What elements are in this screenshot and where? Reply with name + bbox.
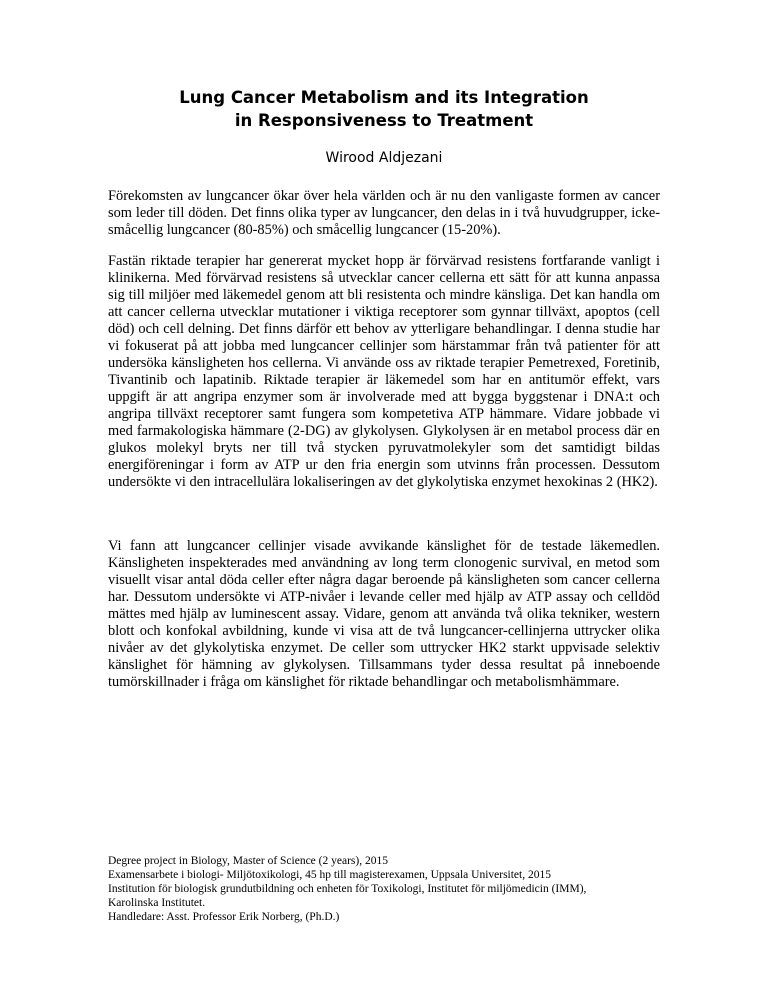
- footer-notes: [108, 854, 668, 924]
- title-line-1: Lung Cancer Metabolism and its Integration: [179, 88, 589, 107]
- footer-degree-line: Degree project in Biology, Master of Science (2 years), 2015: [108, 855, 388, 867]
- author-name: Wirood Aldjezani: [325, 150, 443, 166]
- footer-institution-line: Institution för biologisk grundutbildning och enheten för Toxikologi, Institutet för miljömedicin (IMM),: [108, 883, 587, 895]
- abstract-paragraph-1: Förekomsten av lungcancer ökar över hela världen och är nu den vanligaste formen av cancer som leder till döden. Det finns olika typer av lungcancer, den delas in i två huvudgrupper, icke-småcellig lungcancer (80-85%) och småcellig lungcancer (15-20%).: [108, 188, 660, 238]
- document-title: [0, 86, 768, 132]
- abstract-paragraph-2: Fastän riktade terapier har genererat mycket hopp är förvärvad resistens fortfarande vanligt i klinikerna. Med förvärvad resistens så utvecklar cancer cellerna ett sätt för att kunna anpassa sig till miljöer med läkemedel genom att bli resistenta och mindre känsliga. Det kan handla om att cancer cellerna utvecklar mutationer i viktiga receptorer som gynnar tillväxt, apoptos (cell död) och cell delning. Det finns därför ett behov av ytterligare behandlingar. I denna studie har vi fokuserat på att jobba med lungcancer cellinjer som härstammar från två patienter för att undersöka känsligheten hos cellerna. Vi använde oss av riktade terapier Pemetrexed, Foretinib, Tivantinib och lapatinib. Riktade terapier är läkemedel som har en antitumör effekt, vars uppgift är att angripa enzymer som är involverade med att bygga byggstenar i DNA:t och angripa tillväxt receptorer samt fungera som kompetetiva ATP hämmare. Vidare jobbade vi med farmakologiska hämmare (2-DG) av glykolysen. Glykolysen är en metabol process där en glukos molekyl bryts ner till två stycken pyruvatmolekyler som det samtidigt bildas energiföreningar i form av ATP ur den fria energin som utvinns från processen. Dessutom undersökte vi den intracellulära lokaliseringen av det glykolytiska enzymet hexokinas 2 (HK2).: [108, 253, 660, 490]
- footer-institution-line-2: Karolinska Institutet.: [108, 897, 206, 909]
- title-line-2: in Responsiveness to Treatment: [234, 111, 534, 130]
- abstract-paragraph-3: Vi fann att lungcancer cellinjer visade avvikande känslighet för de testade läkemedlen. Känsligheten inspekterades med användning av long term clonogenic survival, en metod som visuellt visar antal döda celler efter några dagar beroende på känsligheten som cancer cellerna har. Dessutom undersökte vi ATP-nivåer i levande celler med hjälp av ATP assay och celldöd mättes med hjälp av luminescent assay. Vidare, genom att använda två olika tekniker, western blott och konfokal avbildning, kunde vi visa att de två lungcancer-cellinjerna uttrycker olika nivåer av det glykolytiska enzymet. De celler som uttrycker HK2 starkt uppvisade selektiv känslighet för hämning av glykolysen. Tillsammans tyder dessa resultat på inneboende tumörskillnader i fråga om känslighet för riktade behandlingar och metabolismhämmare.: [108, 538, 660, 690]
- footer-supervisor-line: Handledare: Asst. Professor Erik Norberg, (Ph.D.): [108, 911, 340, 923]
- footer-exam-line: Examensarbete i biologi- Miljötoxikologi, 45 hp till magisterexamen, Uppsala Universitet, 2015: [108, 869, 551, 881]
